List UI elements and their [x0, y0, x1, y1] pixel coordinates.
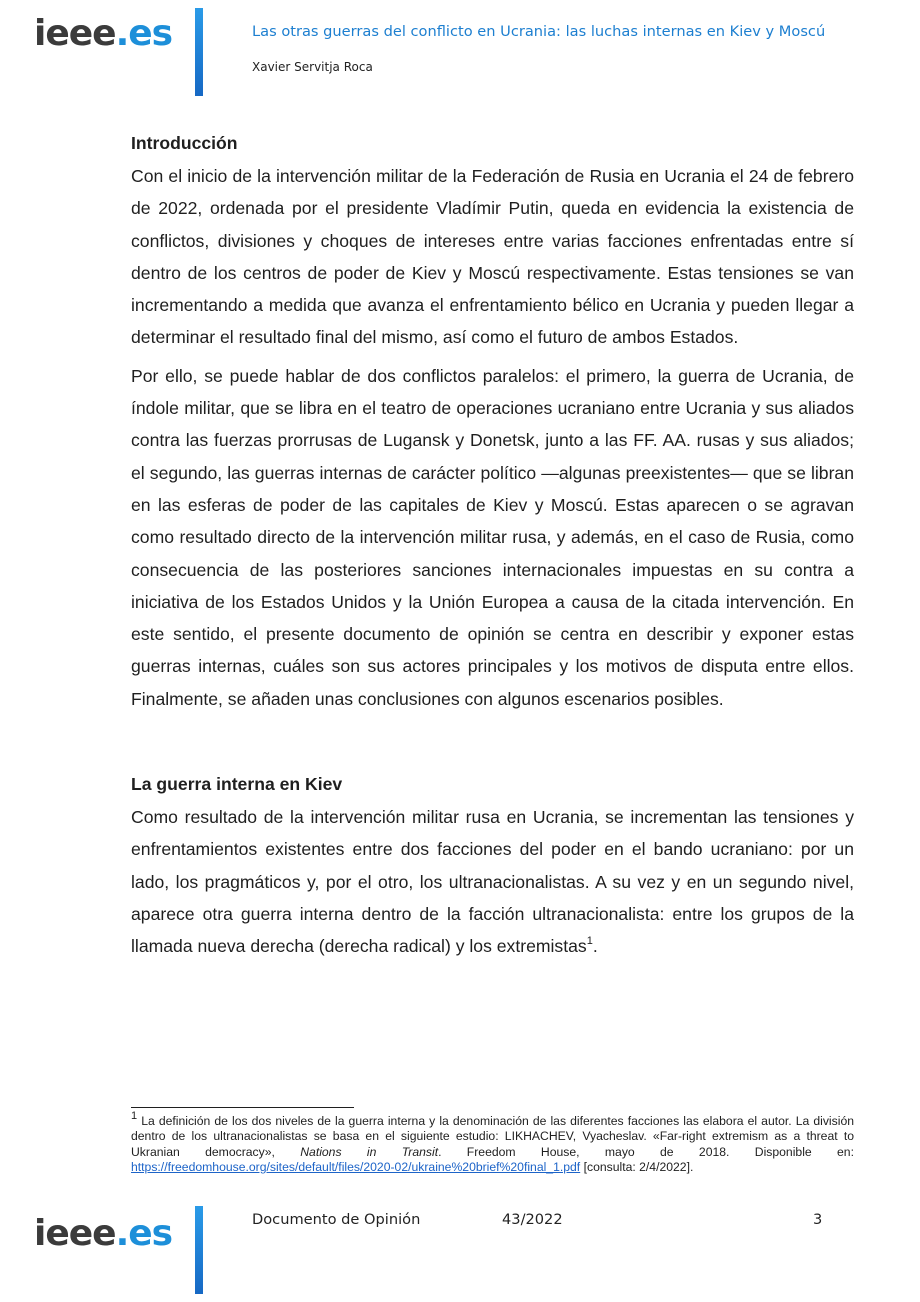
logo-text-dark: ieee — [34, 13, 116, 54]
paragraph: Por ello, se puede hablar de dos conflictos paralelos: el primero, la guerra de Ucrania, de índole militar, que se libra en el teatro de operaciones ucraniano entre Ucrania y sus aliados contra las fuerzas prorrusas de Lugansk y Donetsk, junto a las FF. AA. rusas y sus aliados; el segundo, las guerras internas de carácter político —algunas preexistentes— que se libran en las esferas de poder de las capitales de Kiev y Moscú. Estas aparecen o se agravan como resultado directo de la intervención militar rusa, y además, en el caso de Rusia, como consecuencia de las posteriores sanciones internacionales impuestas en su contra a iniciativa de los Estados Unidos y la Unión Europea a causa de la citada intervención. En este sentido, el presente documento de opinión se centra en describir y exponer estas guerras internas, cuáles son sus actores principales y los motivos de disputa entre ellos. Finalmente, se añaden unas conclusiones con algunos escenarios posibles. — [131, 365, 854, 709]
paragraph-end: . — [592, 936, 598, 957]
footnote-number: 1 — [131, 1109, 138, 1122]
footnote-link[interactable]: https://freedomhouse.org/sites/default/files/2020-02/ukraine%20brief%20final_1.pdf — [131, 1159, 581, 1174]
footnote-italic: Nations in Transit — [300, 1144, 439, 1159]
footnote-divider — [131, 1107, 354, 1108]
footer-doc-type: Documento de Opinión — [252, 1211, 421, 1228]
ieee-logo-footer[interactable] — [34, 1213, 173, 1254]
ieee-logo-header[interactable] — [34, 13, 173, 54]
logo-text-dark: ieee — [34, 1213, 116, 1254]
section-heading-introduccion: Introducción — [131, 133, 238, 153]
footnote-text: La definición de los dos niveles de la guerra interna y la denominación de las diferentes facciones las elabora el autor. La división dentro de los ultranacionalistas se basa en el siguiente estudio: LIKHACHEV, Vyacheslav. «Far-right extremism as a threat to Ukranian democracy», — [131, 1114, 854, 1159]
paragraph: Con el inicio de la intervención militar de la Federación de Rusia en Ucrania el 24 de febrero de 2022, ordenada por el presidente Vladímir Putin, queda en evidencia la existencia de conflictos, divisiones y choques de intereses entre varias facciones enfrentadas entre sí dentro de los centros de poder de Kiev y Moscú respectivamente. Estas tensiones se van incrementando a medida que avanza el enfrentamiento bélico en Ucrania y pueden llegar a determinar el resultado final del mismo, así como el futuro de ambos Estados. — [131, 166, 854, 348]
footer-accent-bar — [195, 1206, 203, 1294]
footnote-reference[interactable]: 1 — [586, 935, 593, 948]
header-accent-bar — [195, 8, 203, 96]
footer-doc-number: 43/2022 — [502, 1211, 563, 1228]
section-heading-guerra-kiev: La guerra interna en Kiev — [131, 774, 343, 795]
document-body — [131, 130, 854, 969]
paragraph-kiev — [131, 801, 854, 962]
footnote-text: . Freedom House, mayo de 2018. Disponible en: — [438, 1144, 854, 1159]
paragraph-text: Como resultado de la intervención militar rusa en Ucrania, se incrementan las tensiones y enfrentamientos existentes entre dos facciones del poder en el bando ucraniano: por un lado, los pragmáticos y, por el otro, los ultranacionalistas. A su vez y en un segundo nivel, aparece otra guerra interna dentro de la facción ultranacionalista: entre los grupos de la llamada nueva derecha (derecha radical) y los extremistas — [131, 807, 854, 957]
footnote — [131, 1109, 854, 1175]
logo-text-blue: .es — [115, 13, 173, 54]
document-title: Las otras guerras del conflicto en Ucrania: las luchas internas en Kiev y Moscú — [252, 23, 826, 40]
logo-text-blue: .es — [115, 1213, 173, 1254]
footnote-text: [consulta: 2/4/2022]. — [580, 1159, 694, 1174]
page-number: 3 — [813, 1211, 823, 1228]
document-author: Xavier Servitja Roca — [252, 60, 373, 74]
